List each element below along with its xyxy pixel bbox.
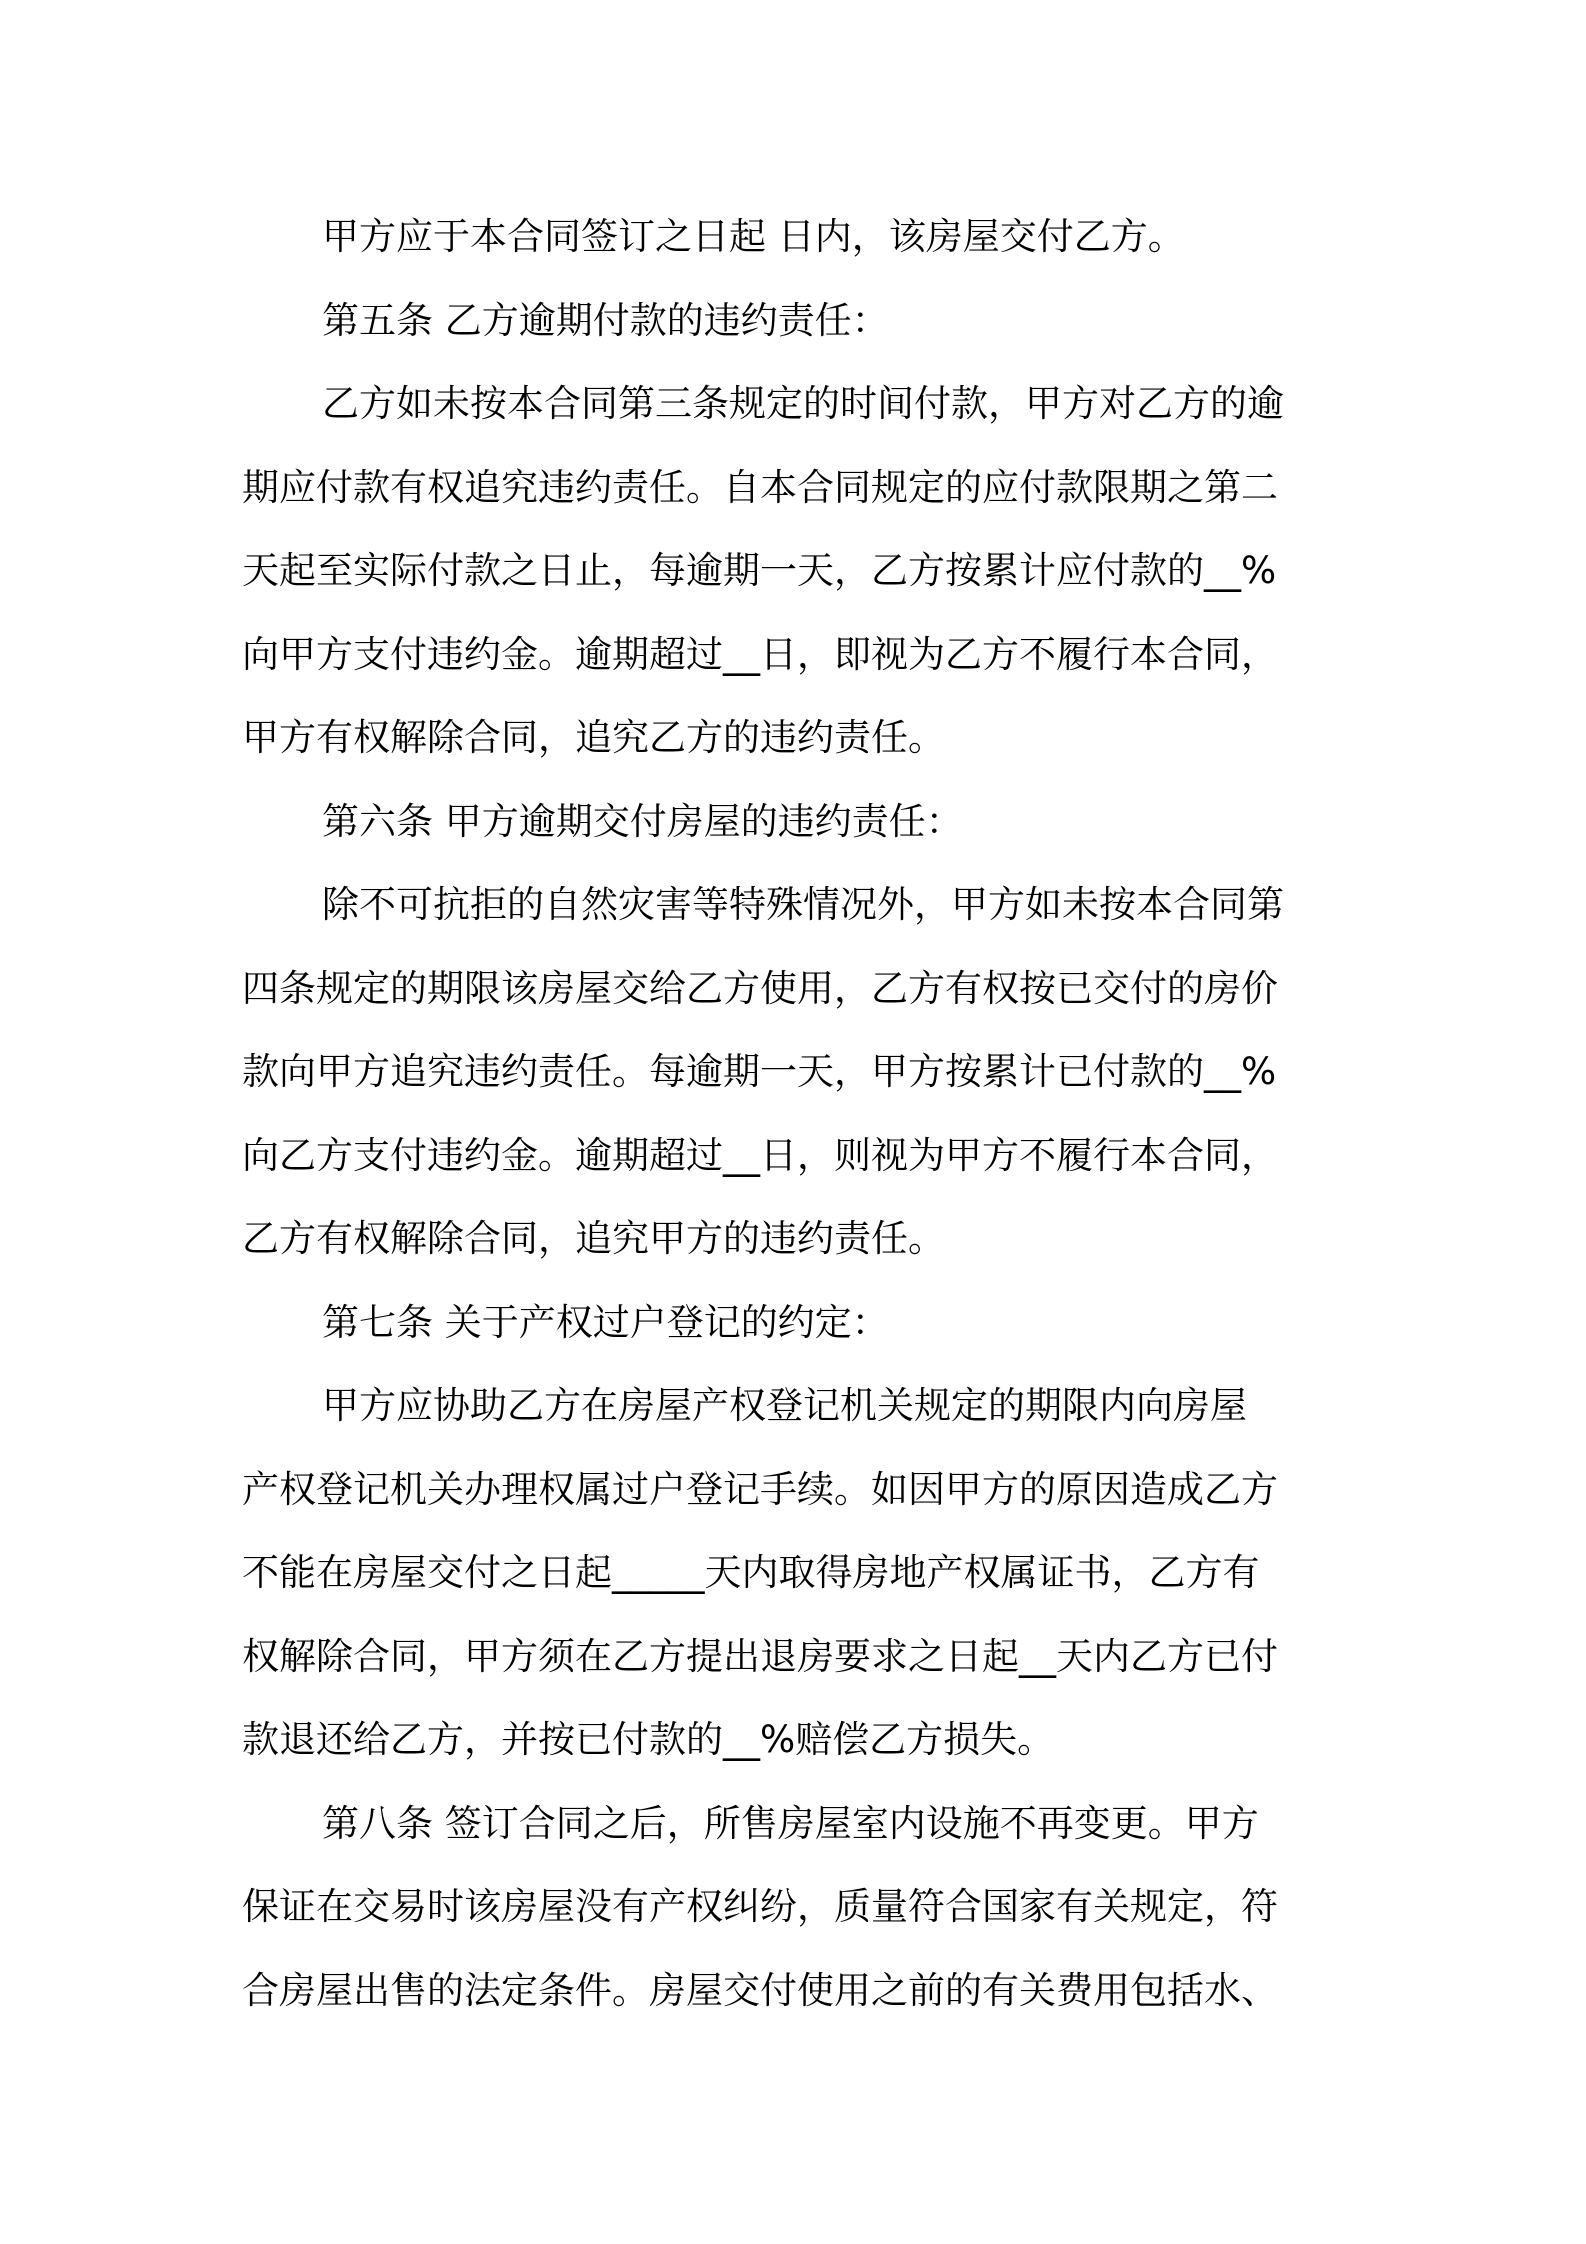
text-line: 甲方应于本合同签订之日起 日内，该房屋交付乙方。: [322, 215, 1185, 258]
text-line: 产权登记机关办理权属过户登记手续。如因甲方的原因造成乙方: [242, 1467, 1278, 1511]
article-6-heading: [242, 780, 1352, 864]
text-line: 款退还给乙方，并按已付款的__%赔偿乙方损失。: [242, 1718, 1055, 1761]
article-7-body: [242, 1364, 1352, 1782]
article-6-body: [242, 863, 1352, 1281]
article-5-body: [242, 362, 1352, 780]
text-line: 四条规定的期限该房屋交给乙方使用，乙方有权按已交付的房价: [242, 966, 1278, 1010]
text-line: 期应付款有权追究违约责任。自本合同规定的应付款限期之第二: [242, 465, 1278, 509]
article-5-heading: [242, 279, 1352, 363]
text-line: 天起至实际付款之日止，每逾期一天，乙方按累计应付款的__%: [242, 549, 1277, 592]
text-line: 甲方有权解除合同，追究乙方的违约责任。: [242, 716, 945, 759]
text-line: 向甲方支付违约金。逾期超过__日，即视为乙方不履行本合同，: [242, 632, 1278, 676]
paragraph-delivery-date: [242, 195, 1352, 279]
text-line: 乙方有权解除合同，追究甲方的违约责任。: [242, 1217, 945, 1260]
text-line: 合房屋出售的法定条件。房屋交付使用之前的有关费用包括水、: [242, 1968, 1278, 2012]
text-line: 第八条 签订合同之后，所售房屋室内设施不再变更。甲方: [322, 1801, 1259, 1845]
text-line: 款向甲方追究违约责任。每逾期一天，甲方按累计已付款的__%: [242, 1050, 1277, 1093]
text-line: 除不可抗拒的自然灾害等特殊情况外，甲方如未按本合同第: [322, 883, 1284, 926]
article-7-heading: [242, 1281, 1352, 1365]
heading-text: 第六条 甲方逾期交付房屋的违约责任：: [322, 799, 963, 843]
text-line: 乙方如未按本合同第三条规定的时间付款，甲方对乙方的逾: [322, 382, 1284, 425]
article-8-body: [242, 1782, 1352, 2033]
text-line: 不能在房屋交付之日起_____天内取得房地产权属证书，乙方有: [242, 1551, 1260, 1594]
document-body: [242, 195, 1352, 2032]
text-line: 向乙方支付违约金。逾期超过__日，则视为甲方不履行本合同，: [242, 1133, 1278, 1177]
text-line: 甲方应协助乙方在房屋产权登记机关规定的期限内向房屋: [322, 1384, 1247, 1427]
heading-text: 第五条 乙方逾期付款的违约责任：: [322, 298, 889, 342]
heading-text: 第七条 关于产权过户登记的约定：: [322, 1300, 889, 1344]
text-line: 保证在交易时该房屋没有产权纠纷，质量符合国家有关规定，符: [242, 1885, 1278, 1928]
text-line: 权解除合同，甲方须在乙方提出退房要求之日起__天内乙方已付: [242, 1634, 1278, 1678]
